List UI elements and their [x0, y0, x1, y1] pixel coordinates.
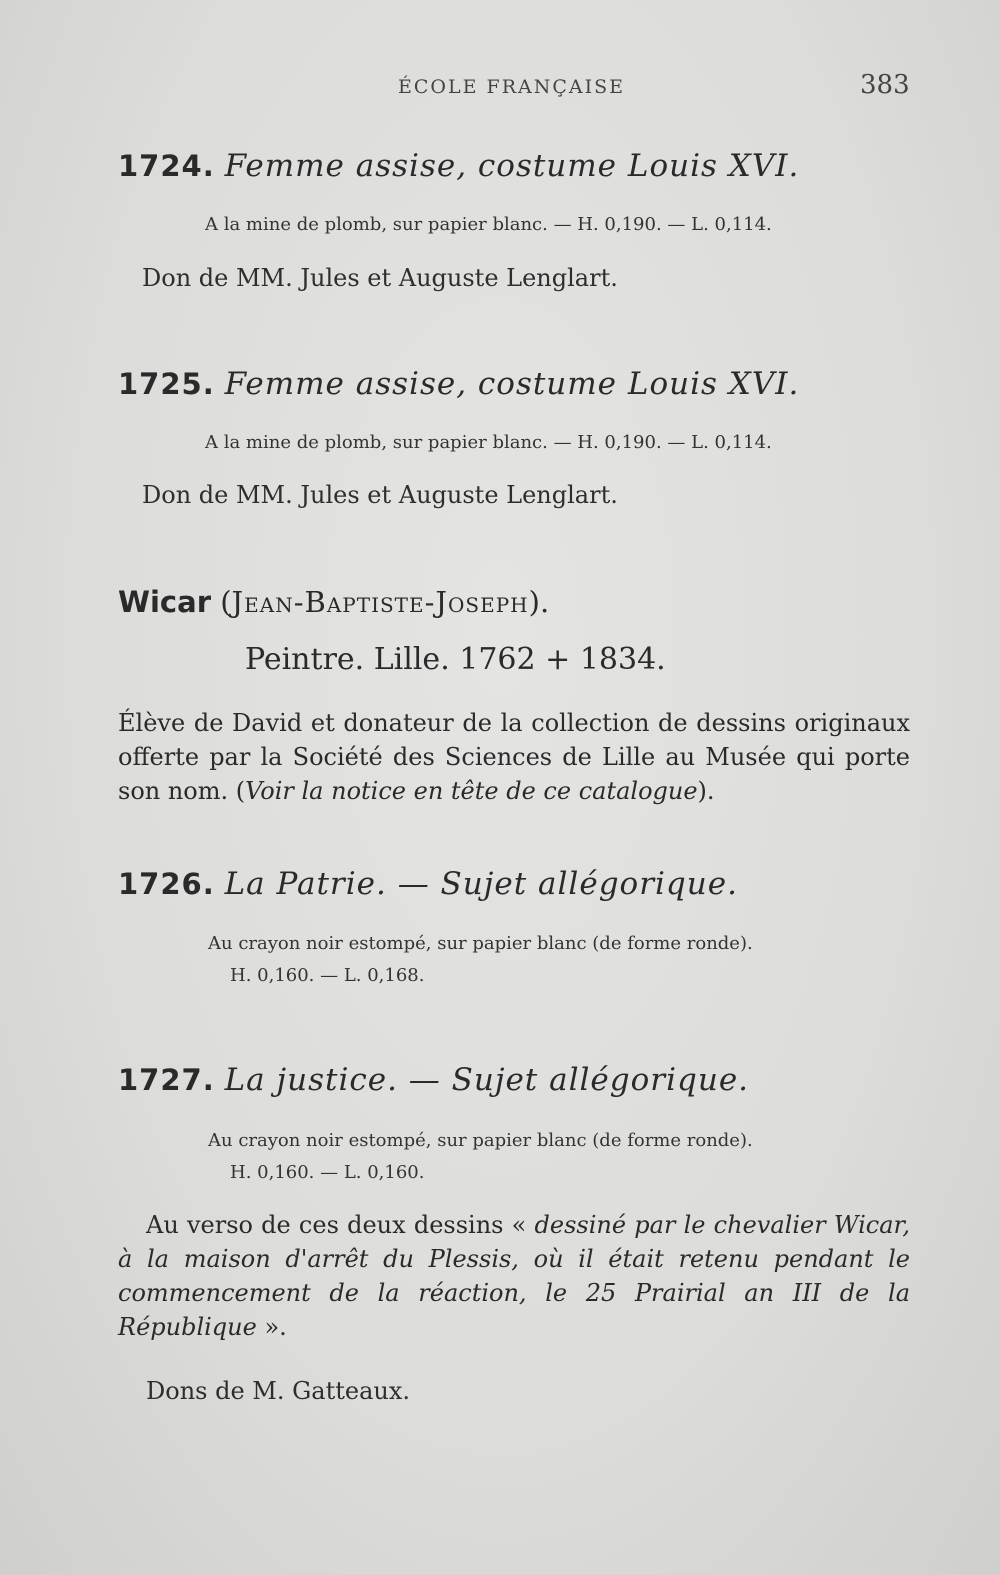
- entry-number: 1726.: [118, 867, 215, 901]
- entry-technique: Au crayon noir estompé, sur papier blanc (de forme ronde).: [208, 1130, 753, 1151]
- entry-title-text: La justice. — Sujet allégorique.: [224, 1062, 750, 1098]
- entry-dimensions: H. 0,160. — L. 0,160.: [230, 1162, 425, 1183]
- verso-note: [118, 1208, 910, 1344]
- bio-text-end: ).: [697, 777, 715, 805]
- entry-technique: A la mine de plomb, sur papier blanc. — H. 0,190. — L. 0,114.: [205, 214, 772, 235]
- artist-heading: [118, 585, 549, 619]
- entry-title-1727: [118, 1062, 749, 1098]
- artist-biography: [118, 706, 910, 808]
- bio-text: Élève de David et donateur de la collection de dessins originaux offerte par la Société des Sciences de Lille au Musée qui porte son nom. (: [118, 709, 910, 805]
- entry-number: 1725.: [118, 367, 215, 401]
- artist-surname: Wicar: [118, 585, 211, 619]
- note-provenance: Dons de M. Gatteaux.: [146, 1377, 411, 1405]
- entry-provenance: Don de MM. Jules et Auguste Lenglart.: [142, 481, 618, 509]
- entry-dimensions: H. 0,160. — L. 0,168.: [230, 965, 425, 986]
- entry-title-1725: [118, 366, 799, 402]
- artist-subtitle: Peintre. Lille. 1762 + 1834.: [245, 642, 666, 677]
- note-tail: ».: [256, 1313, 287, 1341]
- artist-close-paren: ).: [528, 585, 550, 619]
- entry-title-1726: [118, 866, 738, 902]
- entry-title-text: La Patrie. — Sujet allégorique.: [224, 866, 738, 902]
- entry-technique: A la mine de plomb, sur papier blanc. — H. 0,190. — L. 0,114.: [205, 432, 772, 453]
- page-number: 383: [860, 70, 910, 100]
- running-head: ÉCOLE FRANÇAISE: [398, 76, 625, 98]
- entry-title-1724: [118, 148, 799, 184]
- entry-provenance: Don de MM. Jules et Auguste Lenglart.: [142, 264, 618, 292]
- entry-number: 1724.: [118, 149, 215, 183]
- entry-title-text: Femme assise, costume Louis XVI.: [224, 148, 800, 184]
- bio-reference: Voir la notice en tête de ce catalogue: [245, 777, 698, 805]
- entry-number: 1727.: [118, 1063, 215, 1097]
- note-lead: Au verso de ces deux dessins «: [146, 1211, 535, 1239]
- entry-technique: Au crayon noir estompé, sur papier blanc (de forme ronde).: [208, 933, 753, 954]
- note-quote: dessiné par le chevalier Wicar, à la maison d'arrêt du Plessis, où il était retenu pendant le commencement de la réaction, le 25 Prairial an III de la République: [118, 1211, 910, 1341]
- artist-first-names: Jean-Baptiste-Joseph: [231, 585, 529, 619]
- entry-title-text: Femme assise, costume Louis XVI.: [224, 366, 800, 402]
- artist-open-paren: (: [211, 585, 232, 619]
